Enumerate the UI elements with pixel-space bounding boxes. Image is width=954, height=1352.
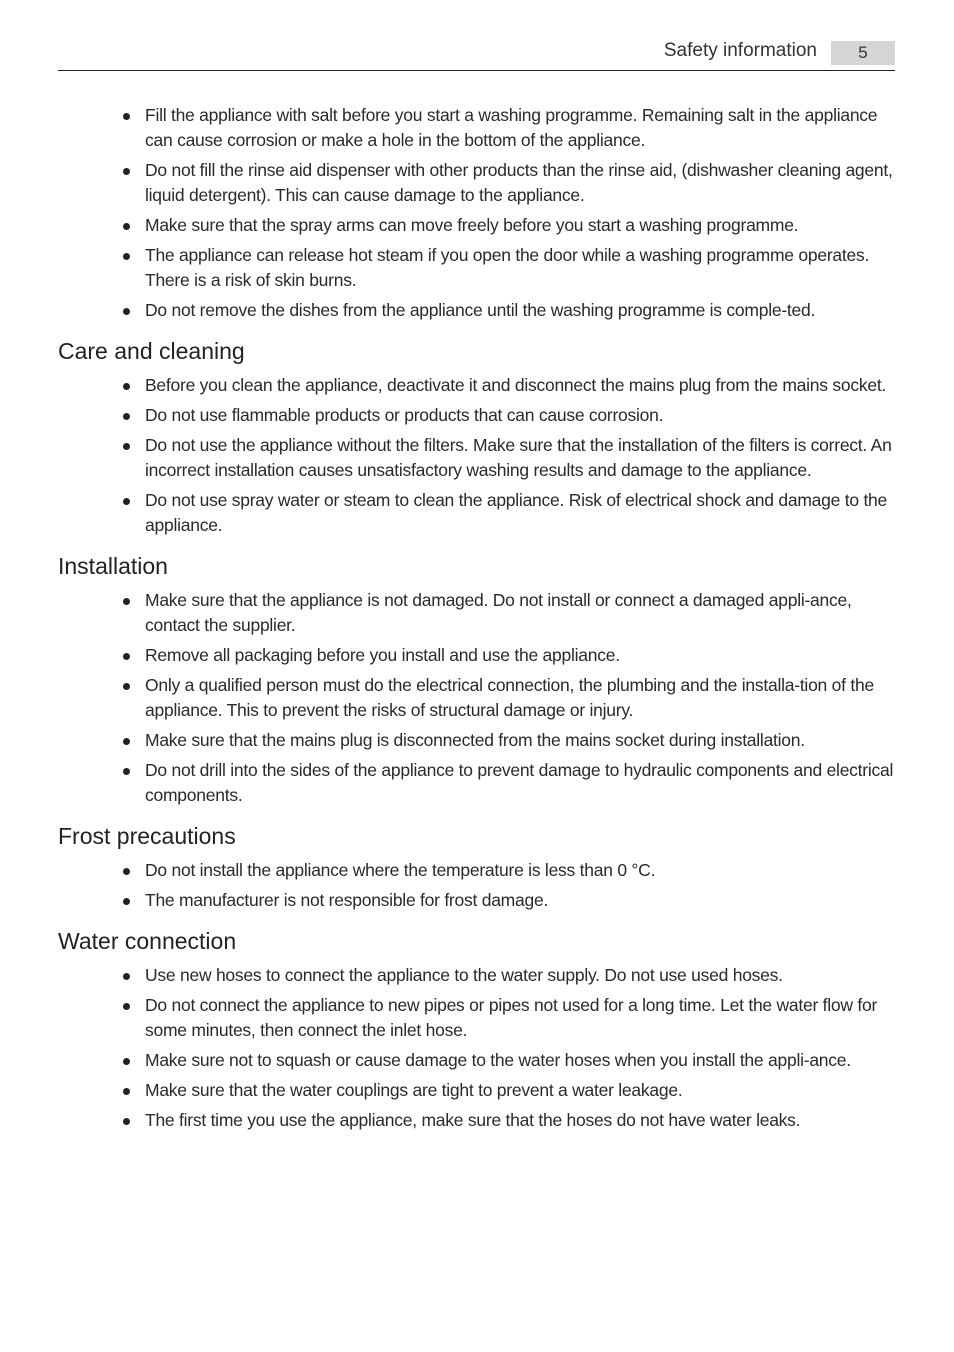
water-connection-list — [58, 963, 898, 1133]
list-item-text: The first time you use the appliance, make sure that the hoses do not have water leaks. — [145, 1110, 801, 1130]
list-item — [58, 728, 898, 753]
bullet-icon — [123, 738, 130, 745]
bullet-icon — [123, 1118, 130, 1125]
list-item — [58, 213, 898, 238]
list-item — [58, 993, 898, 1043]
frost-precautions-list — [58, 858, 898, 913]
page-number: 5 — [831, 41, 895, 65]
list-item-text: Do not use spray water or steam to clean the appliance. Risk of electrical shock and damage to the appliance. — [145, 490, 888, 535]
list-item — [58, 588, 898, 638]
list-item-text: Do not use flammable products or products that can cause corrosion. — [145, 405, 664, 425]
bullet-icon — [123, 413, 130, 420]
list-item-text: Do not drill into the sides of the appliance to prevent damage to hydraulic components and electrical components. — [145, 760, 894, 805]
bullet-icon — [123, 498, 130, 505]
list-item — [58, 858, 898, 883]
bullet-icon — [123, 113, 130, 120]
list-item-text: Make sure that the appliance is not damaged. Do not install or connect a damaged appli-ance, contact the supplier. — [145, 590, 852, 635]
list-item-text: The appliance can release hot steam if you open the door while a washing programme operates. There is a risk of skin burns. — [145, 245, 870, 290]
bullet-icon — [123, 223, 130, 230]
intro-bullet-list — [58, 103, 898, 323]
list-item-text: Do not fill the rinse aid dispenser with other products than the rinse aid, (dishwasher cleaning agent, liquid detergent). This can cause damage to the appliance. — [145, 160, 893, 205]
bullet-icon — [123, 383, 130, 390]
page-header — [58, 38, 895, 71]
bullet-icon — [123, 1088, 130, 1095]
list-item — [58, 963, 898, 988]
list-item-text: Fill the appliance with salt before you start a washing programme. Remaining salt in the appliance can cause corrosion or make a hole in the bottom of the appliance. — [145, 105, 878, 150]
care-and-cleaning-list — [58, 373, 898, 538]
list-item — [58, 1078, 898, 1103]
section-title-care-and-cleaning: Care and cleaning — [58, 338, 245, 364]
list-item-text: Make sure that the mains plug is disconnected from the mains socket during installation. — [145, 730, 805, 750]
bullet-icon — [123, 653, 130, 660]
bullet-icon — [123, 443, 130, 450]
list-item — [58, 1048, 898, 1073]
list-item — [58, 643, 898, 668]
list-item — [58, 488, 898, 538]
header-title: Safety information — [663, 40, 817, 61]
list-item — [58, 243, 898, 293]
bullet-icon — [123, 253, 130, 260]
list-item-text: Make sure that the spray arms can move freely before you start a washing programme. — [145, 215, 799, 235]
installation-list — [58, 588, 898, 808]
bullet-icon — [123, 168, 130, 175]
list-item — [58, 103, 898, 153]
list-item-text: Make sure that the water couplings are tight to prevent a water leakage. — [145, 1080, 683, 1100]
bullet-icon — [123, 598, 130, 605]
list-item-text: Remove all packaging before you install and use the appliance. — [145, 645, 620, 665]
bullet-icon — [123, 868, 130, 875]
bullet-icon — [123, 1058, 130, 1065]
section-title-frost-precautions: Frost precautions — [58, 823, 236, 849]
list-item — [58, 433, 898, 483]
list-item — [58, 158, 898, 208]
bullet-icon — [123, 973, 130, 980]
list-item-text: Before you clean the appliance, deactivate it and disconnect the mains plug from the mains socket. — [145, 375, 887, 395]
bullet-icon — [123, 683, 130, 690]
list-item-text: Do not remove the dishes from the appliance until the washing programme is comple-ted. — [145, 300, 816, 320]
bullet-icon — [123, 1003, 130, 1010]
bullet-icon — [123, 768, 130, 775]
list-item-text: Only a qualified person must do the electrical connection, the plumbing and the installa-tion of the appliance. This to prevent the risks of structural damage or injury. — [145, 675, 874, 720]
list-item — [58, 673, 898, 723]
list-item-text: Use new hoses to connect the appliance to the water supply. Do not use used hoses. — [145, 965, 783, 985]
section-title-installation: Installation — [58, 553, 168, 579]
list-item-text: Do not install the appliance where the temperature is less than 0 °C. — [145, 860, 656, 880]
list-item-text: Make sure not to squash or cause damage to the water hoses when you install the appli-ance. — [145, 1050, 851, 1070]
list-item — [58, 758, 898, 808]
list-item — [58, 373, 898, 398]
list-item — [58, 298, 898, 323]
list-item — [58, 1108, 898, 1133]
list-item-text: The manufacturer is not responsible for frost damage. — [145, 890, 549, 910]
bullet-icon — [123, 898, 130, 905]
list-item-text: Do not use the appliance without the filters. Make sure that the installation of the filters is correct. An incorrect installation causes unsatisfactory washing results and damage to the appliance. — [145, 435, 892, 480]
section-title-water-connection: Water connection — [58, 928, 237, 954]
bullet-icon — [123, 308, 130, 315]
list-item — [58, 403, 898, 428]
list-item-text: Do not connect the appliance to new pipes or pipes not used for a long time. Let the water flow for some minutes, then connect the inlet hose. — [145, 995, 878, 1040]
page-content — [58, 103, 898, 1138]
list-item — [58, 888, 898, 913]
